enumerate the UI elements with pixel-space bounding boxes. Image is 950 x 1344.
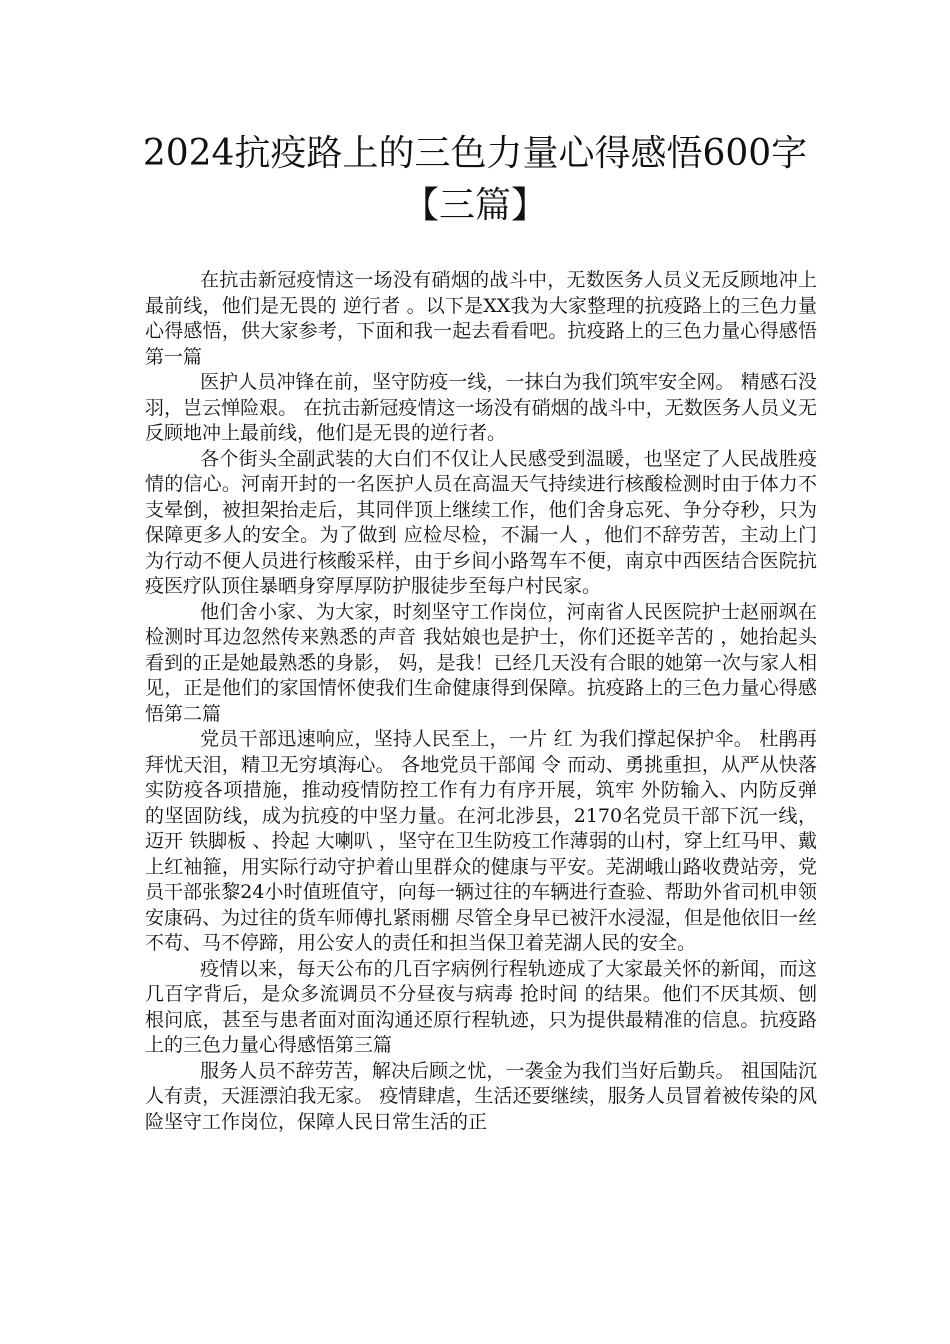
paragraph: 疫情以来，每天公布的几百字病例行程轨迹成了大家最关怀的新闻，而这几百字背后，是众多流调员不分昼夜与病毒 抢时间 的结果。他们不厌其烦、刨根问底，甚至与患者面对面沟通还原行程轨迹，只为提供最精准的信息。抗疫路上的三色力量心得感悟第三篇 bbox=[145, 957, 817, 1056]
document-title-line-2: 【三篇】 bbox=[402, 185, 547, 226]
paragraph: 他们舍小家、为大家，时刻坚守工作岗位，河南省人民医院护士赵丽飒在检测时耳边忽然传来熟悉的声音 我姑娘也是护士，你们还挺辛苦的 ，她抬起头看到的正是她最熟悉的身影， 妈，是我！已经几天没有合眼的她第一次与家人相见，正是他们的家国情怀使我们生命健康得到保障。抗疫路上的三色力量心得感悟第二篇 bbox=[145, 600, 817, 725]
paragraph: 党员干部迅速响应，坚持人民至上，一片 红 为我们撑起保护伞。 杜鹃再拜忧天泪，精卫无穷填海心。 各地党员干部闻 令 而动、勇挑重担，从严从快落实防疫各项措施，推动疫情防控工作有力有序开展，筑牢 外防输入、内防反弹 的坚固防线，成为抗疫的中坚力量。在河北涉县，2170名党员干部下沉一线，迈开 铁脚板 、拎起 大喇叭 ，坚守在卫生防疫工作薄弱的山村，穿上红马甲、戴上红袖箍，用实际行动守护着山里群众的健康与平安。芜湖峨山路收费站旁，党员干部张黎24小时值班值守，向每一辆过往的车辆进行查验、帮助外省司机申领安康码、为过往的货车师傅扎紧雨棚 尽管全身早已被汗水浸湿，但是他依旧一丝不苟、马不停蹄，用公安人的责任和担当保卫着芜湖人民的安全。 bbox=[145, 728, 817, 954]
paragraph: 各个街头全副武装的大白们不仅让人民感受到温暖，也坚定了人民战胜疫情的信心。河南开封的一名医护人员在高温天气持续进行核酸检测时由于体力不支晕倒，被担架抬走后，其同伴顶上继续工作，他们舍身忘死、争分夺秒，只为保障更多人的安全。为了做到 应检尽检，不漏一人 ，他们不辞劳苦，主动上门为行动不便人员进行核酸采样，由于乡间小路驾车不便，南京中西医结合医院抗疫医疗队顶住暴晒身穿厚厚防护服徒步至每户村民家。 bbox=[145, 447, 817, 597]
paragraph: 服务人员不辞劳苦，解决后顾之忧，一袭金为我们当好后勤兵。 祖国陆沉人有责，天涯漂泊我无家。 疫情肆虐，生活还要继续，服务人员冒着被传染的风险坚守工作岗位，保障人民日常生活的正 bbox=[145, 1059, 817, 1133]
document-body bbox=[145, 268, 817, 1135]
paragraph: 医护人员冲锋在前，坚守防疫一线，一抹白为我们筑牢安全网。 精感石没羽，岂云惮险艰。 在抗击新冠疫情这一场没有硝烟的战斗中，无数医务人员义无反顾地冲上最前线，他们是无畏的逆行者。 bbox=[145, 371, 817, 444]
paragraph: 在抗击新冠疫情这一场没有硝烟的战斗中，无数医务人员义无反顾地冲上最前线，他们是无畏的 逆行者 。以下是XX我为大家整理的抗疫路上的三色力量心得感悟，供大家参考，下面和我一起去看看吧。抗疫路上的三色力量心得感悟第一篇 bbox=[145, 269, 817, 368]
document-title-line-1: 2024抗疫路上的三色力量心得感悟600字 bbox=[142, 133, 808, 174]
